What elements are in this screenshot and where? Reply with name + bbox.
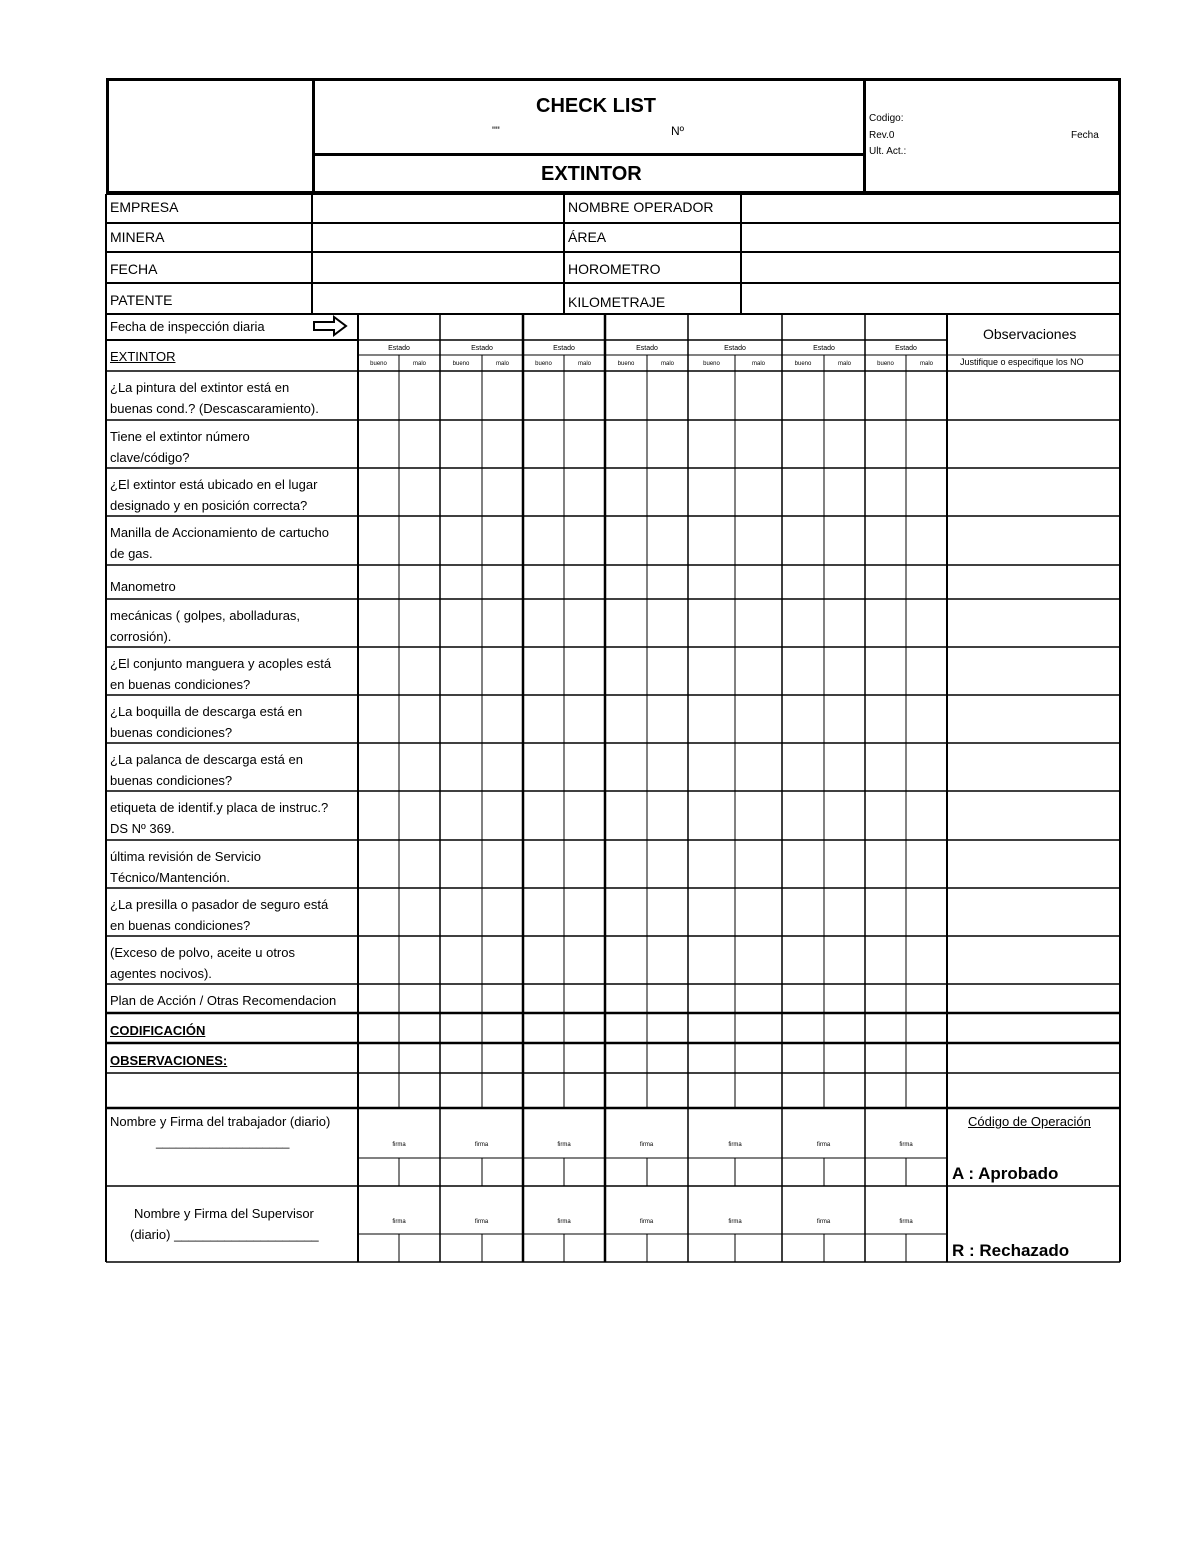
- code-label: Codigo:: [869, 113, 904, 124]
- date-label: Fecha: [1071, 130, 1099, 141]
- bueno-label: bueno: [535, 361, 552, 367]
- firma-label: firma: [474, 1142, 489, 1148]
- observaciones-title: Observaciones: [983, 326, 1077, 342]
- firma-label: firma: [899, 1142, 913, 1148]
- minera-label: MINERA: [110, 229, 165, 245]
- supervisor-signature-label: Nombre y Firma del Supervisor: [134, 1206, 314, 1221]
- question-text: (Exceso de polvo, aceite u otros: [110, 945, 295, 960]
- nombre-operador-label: NOMBRE OPERADOR: [568, 199, 714, 215]
- approved-code: A : Aprobado: [952, 1164, 1059, 1183]
- firma-label: firma: [392, 1142, 406, 1148]
- question-text: Tiene el extintor número: [110, 429, 250, 444]
- firma-label: firma: [639, 1219, 654, 1225]
- estado-label: Estado: [724, 345, 746, 352]
- question-text: buenas condiciones?: [110, 725, 233, 740]
- bueno-label: bueno: [703, 361, 720, 367]
- number-label: Nº: [671, 124, 685, 138]
- empresa-label: EMPRESA: [110, 199, 179, 215]
- malo-label: malo: [919, 361, 933, 367]
- question-text: ¿La palanca de descarga está en: [110, 752, 303, 767]
- firma-label: firma: [557, 1142, 571, 1148]
- estado-label: Estado: [553, 345, 575, 352]
- bueno-label: bueno: [370, 361, 387, 367]
- malo-label: malo: [412, 361, 426, 367]
- question-text: buenas condiciones?: [110, 773, 233, 788]
- kilometraje-label: KILOMETRAJE: [568, 294, 666, 310]
- firma-label: firma: [816, 1219, 831, 1225]
- question-text: mecánicas ( golpes, abolladuras,: [110, 608, 301, 623]
- firma-label: firma: [728, 1142, 742, 1148]
- firma-label: firma: [816, 1142, 831, 1148]
- question-text: ¿El extintor está ubicado en el lugar: [110, 477, 318, 492]
- codificacion-label: CODIFICACIÓN: [110, 1023, 206, 1038]
- operation-code-title: Código de Operación: [968, 1114, 1091, 1129]
- malo-label: malo: [577, 361, 591, 367]
- firma-label: firma: [392, 1219, 406, 1225]
- bueno-label: bueno: [617, 361, 635, 367]
- question-text: última revisión de Servicio: [110, 849, 262, 864]
- malo-label: malo: [660, 361, 674, 367]
- fecha-label: FECHA: [110, 261, 158, 277]
- rev-label: Rev.0: [869, 130, 895, 141]
- bueno-label: bueno: [877, 361, 894, 367]
- patente-label: PATENTE: [110, 292, 173, 308]
- rejected-code: R : Rechazado: [952, 1241, 1070, 1260]
- question-text: agentes nocivos).: [110, 966, 212, 981]
- horometro-label: HOROMETRO: [568, 261, 661, 277]
- worker-signature-line: ____________________: [156, 1135, 290, 1149]
- question-text: ¿La boquilla de descarga está en: [110, 704, 303, 719]
- question-text: etiqueta de identif.y placa de instruc.?: [110, 800, 329, 815]
- malo-label: malo: [751, 361, 765, 367]
- last-update-label: Ult. Act.:: [869, 146, 907, 157]
- bueno-label: bueno: [794, 361, 812, 367]
- estado-label: Estado: [813, 345, 835, 352]
- observaciones-hint: Justifique o especifique los NO: [960, 357, 1084, 367]
- question-text: corrosión).: [110, 629, 172, 644]
- firma-label: firma: [557, 1219, 571, 1225]
- question-text: Técnico/Mantención.: [110, 870, 230, 885]
- form-subtitle: EXTINTOR: [541, 163, 642, 185]
- question-text: DS Nº 369.: [110, 821, 175, 836]
- question-text: ¿La pintura del extintor está en: [110, 380, 290, 395]
- question-text: Manometro: [110, 579, 176, 594]
- worker-signature-label: Nombre y Firma del trabajador (diario): [110, 1114, 331, 1129]
- question-text: en buenas condiciones?: [110, 918, 251, 933]
- quote-mark: "": [492, 125, 500, 137]
- extintor-section-label: EXTINTOR: [110, 349, 176, 364]
- question-text: en buenas condiciones?: [110, 677, 251, 692]
- question-text: buenas cond.? (Descascaramiento).: [110, 401, 319, 416]
- question-text: ¿El conjunto manguera y acoples está: [110, 656, 332, 671]
- question-text: clave/código?: [110, 450, 190, 465]
- firma-label: firma: [474, 1219, 489, 1225]
- question-text: Plan de Acción / Otras Recomendacion: [110, 993, 337, 1008]
- question-text: ¿La presilla o pasador de seguro está: [110, 897, 329, 912]
- area-label: ÁREA: [568, 229, 607, 245]
- malo-label: malo: [837, 361, 851, 367]
- estado-label: Estado: [388, 345, 410, 352]
- firma-label: firma: [899, 1219, 913, 1225]
- bueno-label: bueno: [452, 361, 470, 367]
- inspection-date-label: Fecha de inspección diaria: [110, 319, 265, 334]
- form-title: CHECK LIST: [536, 95, 656, 117]
- supervisor-signature-line: (diario) ____________________: [130, 1227, 319, 1242]
- estado-label: Estado: [895, 345, 917, 352]
- estado-label: Estado: [471, 345, 493, 352]
- estado-label: Estado: [636, 345, 658, 352]
- malo-label: malo: [495, 361, 509, 367]
- question-text: de gas.: [110, 546, 153, 561]
- firma-label: firma: [728, 1219, 742, 1225]
- arrow-right-icon: [312, 315, 348, 337]
- observaciones-label: OBSERVACIONES:: [110, 1053, 228, 1068]
- question-text: designado y en posición correcta?: [110, 498, 308, 513]
- question-text: Manilla de Accionamiento de cartucho: [110, 525, 329, 540]
- firma-label: firma: [639, 1142, 654, 1148]
